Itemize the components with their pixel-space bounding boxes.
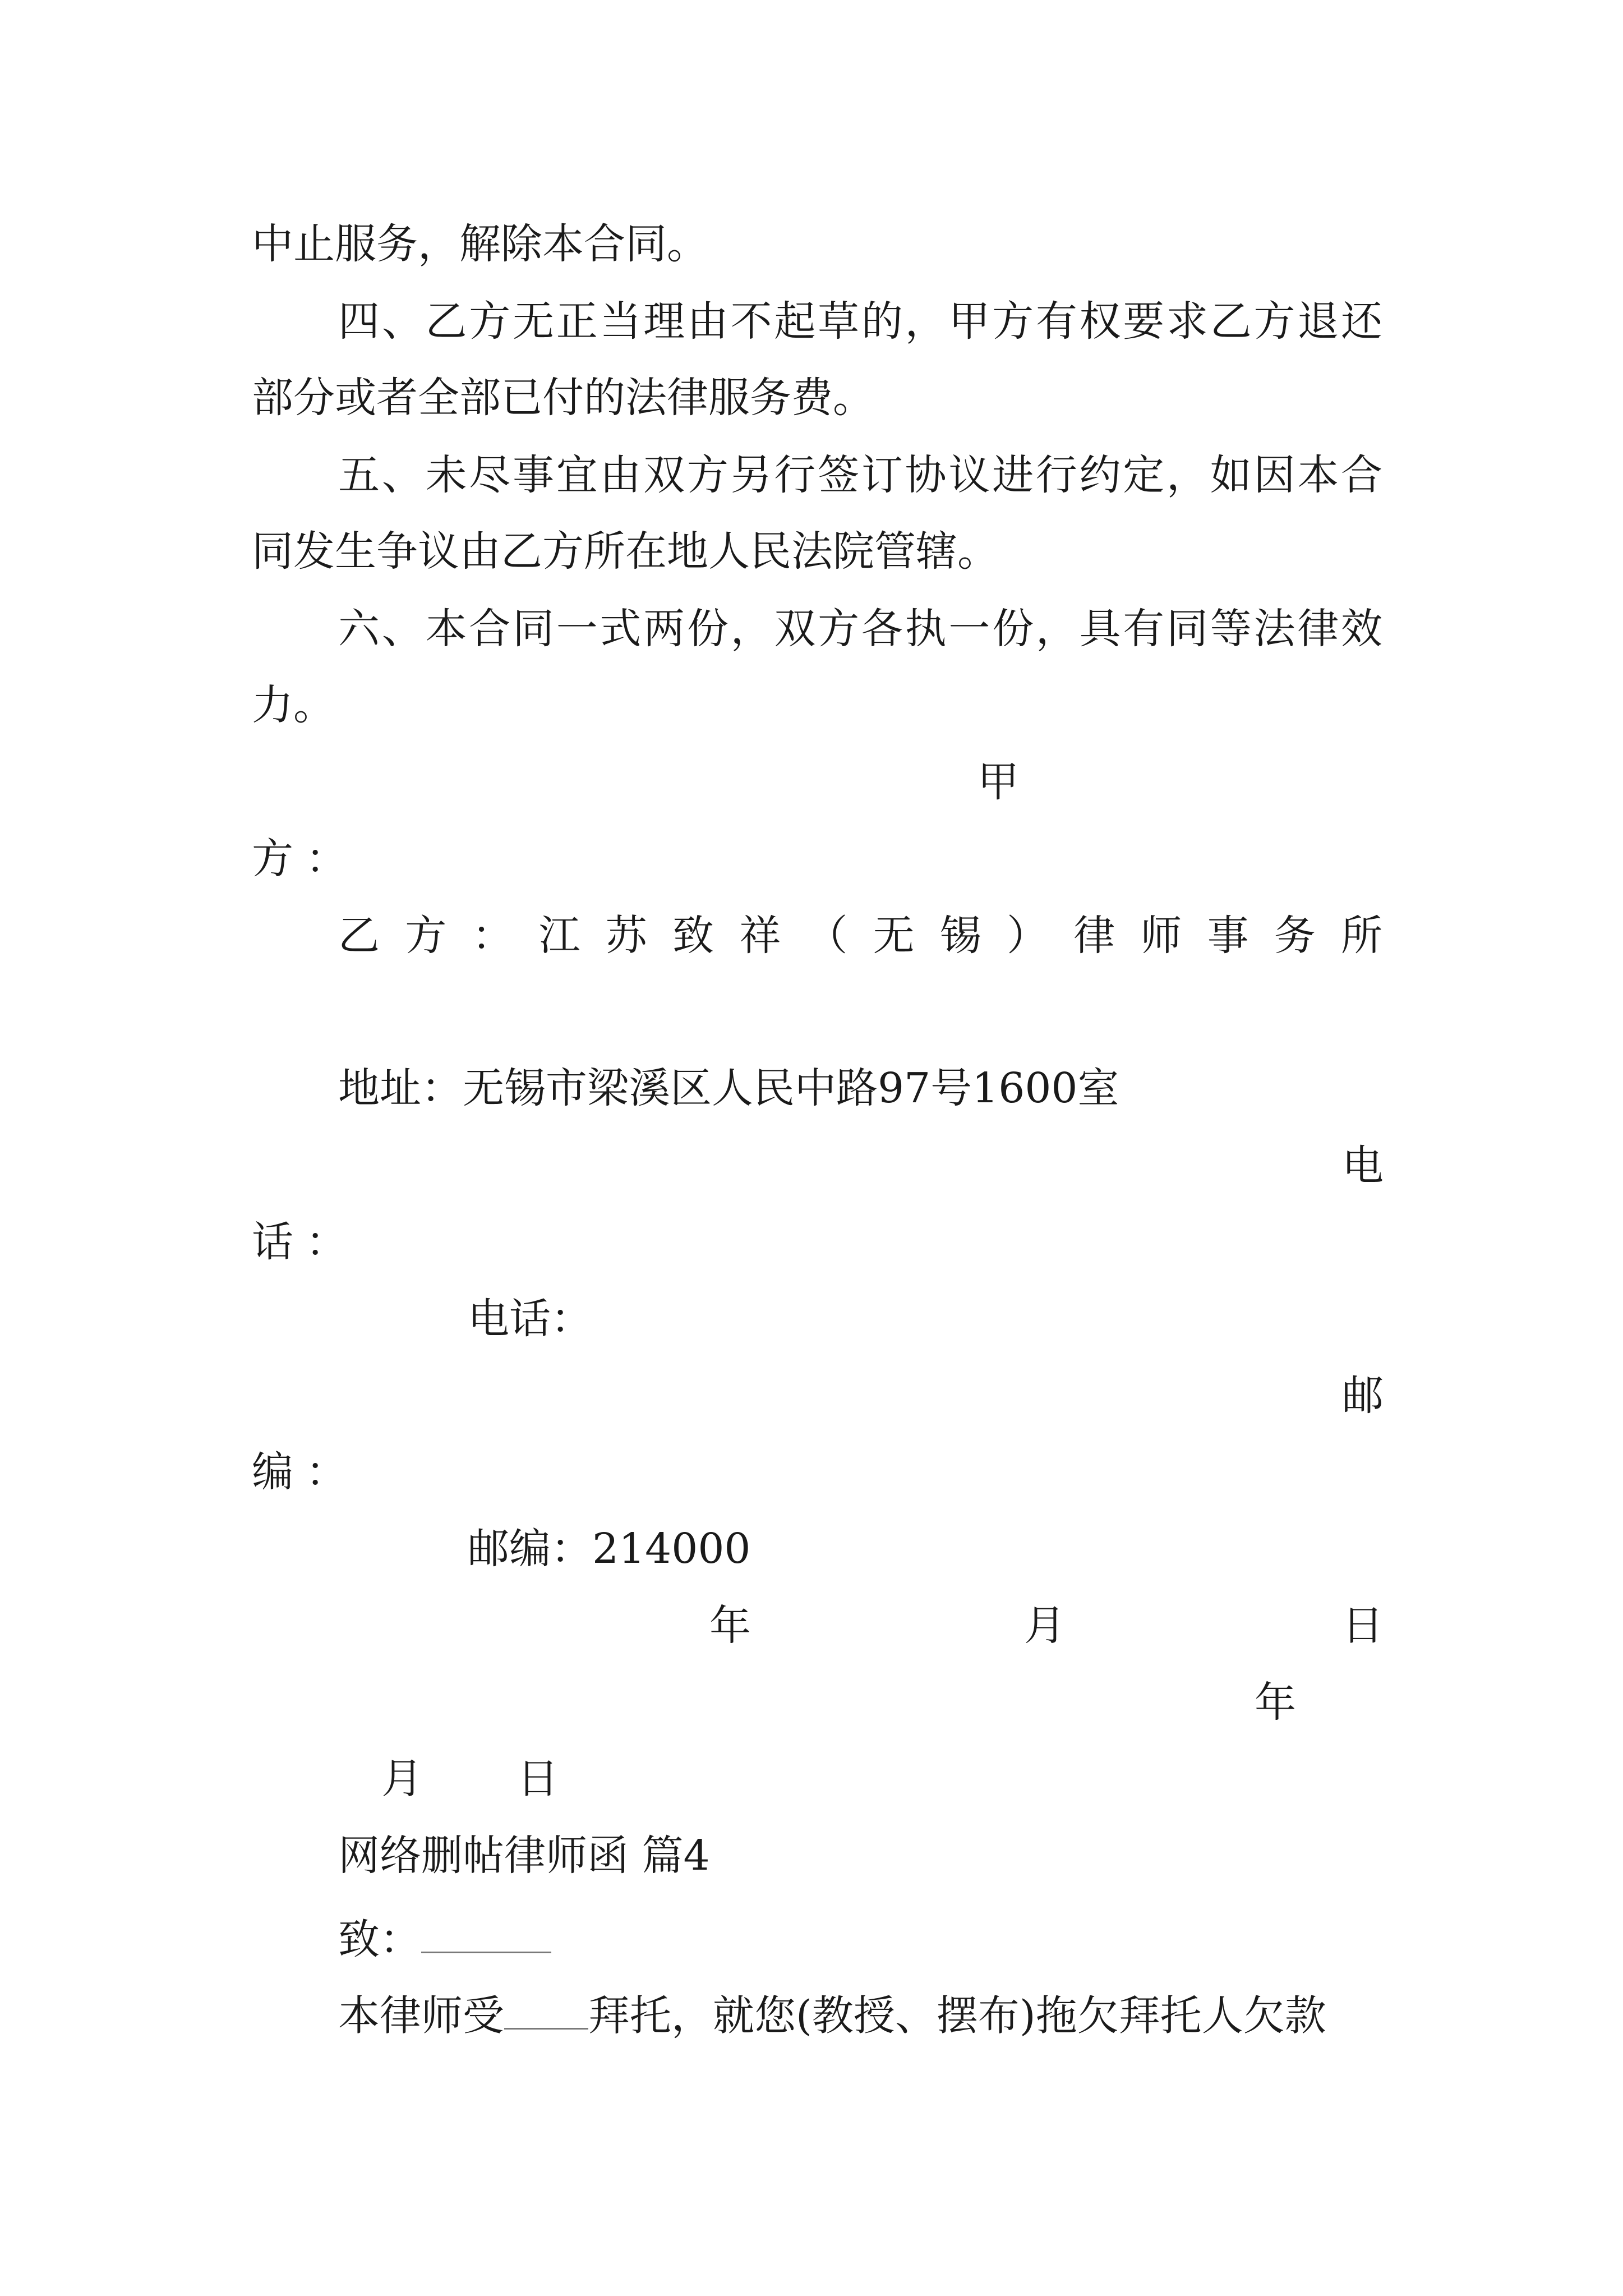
clause-4-line-2: 部分或者全部已付的法律服务费。 xyxy=(252,374,874,422)
date-row-1-day: 日 xyxy=(1342,1602,1384,1650)
clause-6-line-2: 力。 xyxy=(252,681,335,729)
letter-opening-line xyxy=(338,1989,1326,2040)
letter-suffix: 拜托，就您(教授、摆布)拖欠拜托人欠款 xyxy=(588,1991,1326,2040)
section-title: 网络删帖律师函 篇4 xyxy=(338,1832,710,1880)
client-blank xyxy=(504,1989,588,2030)
clause-5-line-1: 五、未尽事宜由双方另行签订协议进行约定，如因本合 xyxy=(338,451,1382,499)
clause-4-line-1: 四、乙方无正当理由不起草的，甲方有权要求乙方退还 xyxy=(338,297,1382,346)
date-row-1-year: 年 xyxy=(709,1602,751,1650)
contract-line-1: 中止服务，解除本合同。 xyxy=(252,220,708,268)
addressee-line xyxy=(338,1912,551,1964)
date-row-2-month: 月 xyxy=(381,1755,423,1803)
date-row-1-month: 月 xyxy=(1024,1602,1066,1650)
party-a-label-part2: 方： xyxy=(252,835,359,883)
party-a-postcode-label-part2: 编： xyxy=(252,1448,359,1496)
party-a-postcode-label-part1: 邮 xyxy=(1342,1372,1384,1420)
party-a-phone-label-part2: 话： xyxy=(252,1218,359,1266)
party-b-name: 乙方：江苏致祥（无锡）律师事务所 xyxy=(338,912,1382,960)
addressee-blank xyxy=(421,1912,551,1953)
party-b-postcode: 邮编：214000 xyxy=(468,1525,751,1573)
date-row-2-day: 日 xyxy=(517,1755,559,1803)
party-a-phone-label-part1: 电 xyxy=(1342,1142,1384,1190)
addressee-label: 致： xyxy=(338,1915,421,1964)
date-row-2-year: 年 xyxy=(1255,1678,1296,1727)
letter-prefix: 本律师受 xyxy=(338,1991,504,2040)
clause-5-line-2: 同发生争议由乙方所在地人民法院管辖。 xyxy=(252,527,999,576)
party-b-address: 地址：无锡市梁溪区人民中路97号1600室 xyxy=(338,1064,1119,1112)
party-a-label-part1: 甲 xyxy=(978,758,1019,806)
party-b-phone: 电话： xyxy=(468,1295,592,1343)
clause-6-line-1: 六、本合同一式两份，双方各执一份，具有同等法律效 xyxy=(338,605,1382,653)
